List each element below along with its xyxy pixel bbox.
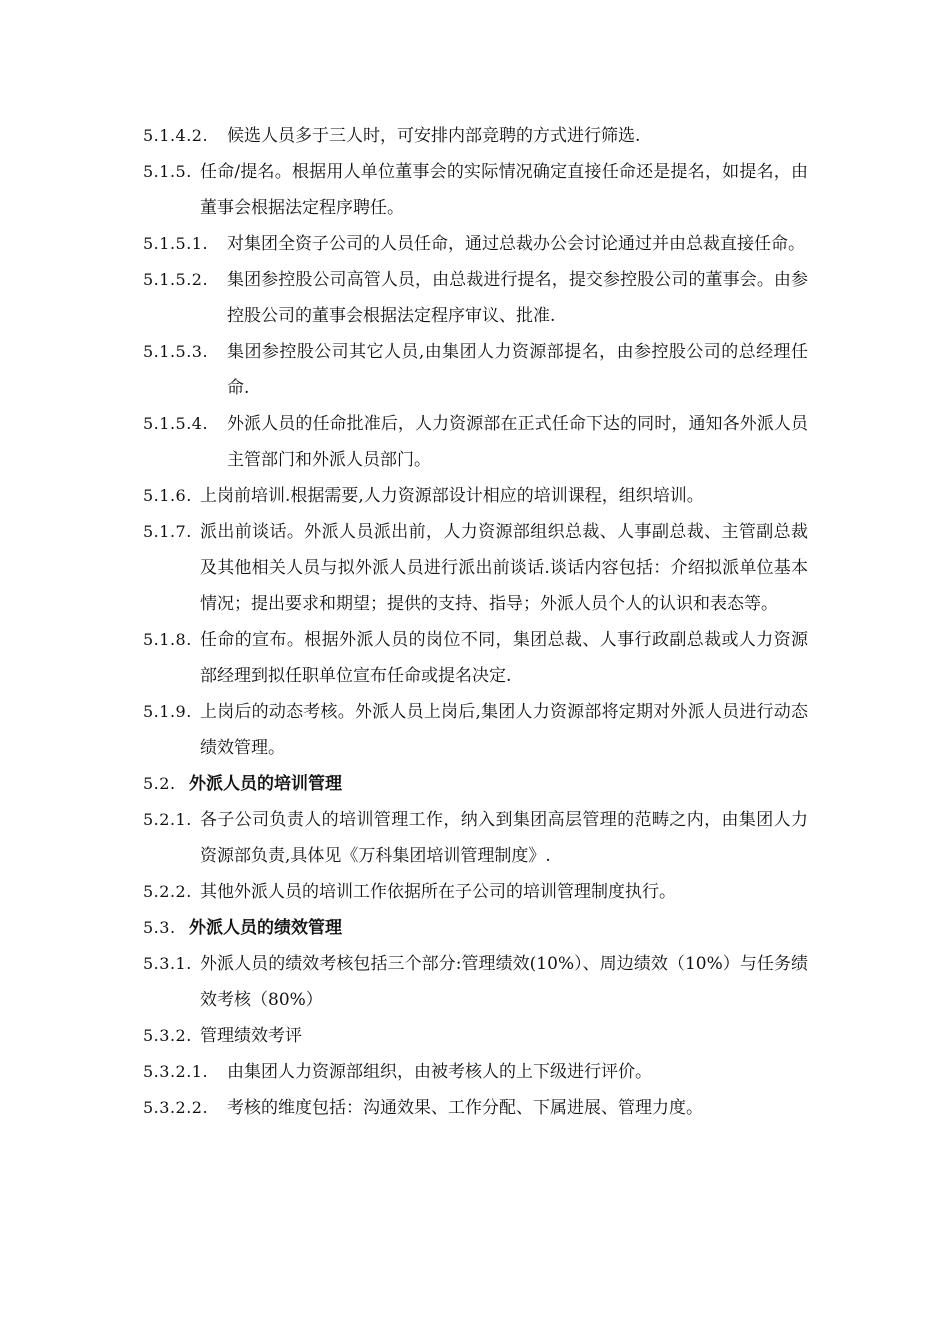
section-number: 5.3. bbox=[143, 918, 176, 937]
paragraph bbox=[143, 154, 808, 226]
paragraph-number: 5.1.5.4. bbox=[143, 414, 209, 433]
paragraph-number: 5.1.8. bbox=[143, 630, 192, 649]
paragraph bbox=[143, 802, 808, 874]
paragraph bbox=[143, 1054, 808, 1090]
paragraph bbox=[143, 406, 808, 478]
paragraph bbox=[143, 478, 808, 514]
paragraph-number: 5.1.5.3. bbox=[143, 342, 209, 361]
paragraph bbox=[143, 946, 808, 1018]
section-heading bbox=[143, 910, 808, 946]
paragraph bbox=[143, 514, 808, 622]
paragraph bbox=[143, 334, 808, 406]
paragraph-number: 5.3.2.1. bbox=[143, 1062, 209, 1081]
paragraph-number: 5.1.6. bbox=[143, 486, 192, 505]
paragraph-number: 5.1.5. bbox=[143, 162, 192, 181]
section-heading bbox=[143, 766, 808, 802]
paragraph-text: 对集团全资子公司的人员任命，通过总裁办公会讨论通过并由总裁直接任命。 bbox=[227, 234, 805, 254]
paragraph-number: 5.3.2.2. bbox=[143, 1098, 209, 1117]
document-body bbox=[143, 118, 808, 1126]
paragraph-text: 由集团人力资源部组织，由被考核人的上下级进行评价。 bbox=[227, 1062, 652, 1082]
section-title: 外派人员的绩效管理 bbox=[189, 918, 342, 938]
paragraph-number: 5.2.2. bbox=[143, 882, 192, 901]
paragraph bbox=[143, 1090, 808, 1126]
paragraph-number: 5.2.1. bbox=[143, 810, 192, 829]
paragraph bbox=[143, 118, 808, 154]
paragraph-number: 5.1.5.1. bbox=[143, 234, 209, 253]
paragraph-number: 5.3.2. bbox=[143, 1026, 192, 1045]
paragraph-number: 5.1.9. bbox=[143, 702, 192, 721]
paragraph-text: 派出前谈话。外派人员派出前，人力资源部组织总裁、人事副总裁、主管副总裁及其他相关人员与拟外派人员进行派出前谈话.谈话内容包括：介绍拟派单位基本情况；提出要求和期望；提供的支持、指导；外派人员个人的认识和表态等。 bbox=[200, 522, 808, 614]
paragraph-text: 候选人员多于三人时，可安排内部竞聘的方式进行筛选. bbox=[227, 126, 641, 146]
paragraph bbox=[143, 622, 808, 694]
paragraph-text: 其他外派人员的培训工作依据所在子公司的培训管理制度执行。 bbox=[200, 882, 676, 902]
paragraph-text: 上岗后的动态考核。外派人员上岗后,集团人力资源部将定期对外派人员进行动态绩效管理。 bbox=[200, 702, 808, 758]
paragraph-text: 外派人员的任命批准后，人力资源部在正式任命下达的同时，通知各外派人员主管部门和外派人员部门。 bbox=[227, 414, 808, 470]
paragraph bbox=[143, 694, 808, 766]
paragraph bbox=[143, 226, 808, 262]
paragraph-number: 5.3.1. bbox=[143, 954, 192, 973]
paragraph-number: 5.1.7. bbox=[143, 522, 192, 541]
paragraph bbox=[143, 262, 808, 334]
paragraph-text: 管理绩效考评 bbox=[200, 1026, 302, 1046]
paragraph bbox=[143, 1018, 808, 1054]
paragraph-text: 各子公司负责人的培训管理工作，纳入到集团高层管理的范畴之内，由集团人力资源部负责,具体见《万科集团培训管理制度》. bbox=[200, 810, 808, 866]
paragraph-number: 5.1.5.2. bbox=[143, 270, 209, 289]
paragraph-text: 集团参控股公司高管人员，由总裁进行提名，提交参控股公司的董事会。由参控股公司的董事会根据法定程序审议、批准. bbox=[227, 270, 808, 326]
paragraph-text: 任命/提名。根据用人单位董事会的实际情况确定直接任命还是提名，如提名，由董事会根据法定程序聘任。 bbox=[200, 162, 808, 218]
paragraph-text: 任命的宣布。根据外派人员的岗位不同，集团总裁、人事行政副总裁或人力资源部经理到拟任职单位宣布任命或提名决定. bbox=[200, 630, 808, 686]
section-number: 5.2. bbox=[143, 774, 176, 793]
paragraph-text: 外派人员的绩效考核包括三个部分:管理绩效(10%）、周边绩效（10%）与任务绩效考核（80%） bbox=[200, 954, 808, 1010]
paragraph-number: 5.1.4.2. bbox=[143, 126, 209, 145]
paragraph-text: 集团参控股公司其它人员,由集团人力资源部提名，由参控股公司的总经理任命. bbox=[227, 342, 808, 398]
paragraph-text: 上岗前培训.根据需要,人力资源部设计相应的培训课程，组织培训。 bbox=[200, 486, 704, 506]
section-title: 外派人员的培训管理 bbox=[189, 774, 342, 794]
paragraph bbox=[143, 874, 808, 910]
paragraph-text: 考核的维度包括：沟通效果、工作分配、下属进展、管理力度。 bbox=[227, 1098, 703, 1118]
